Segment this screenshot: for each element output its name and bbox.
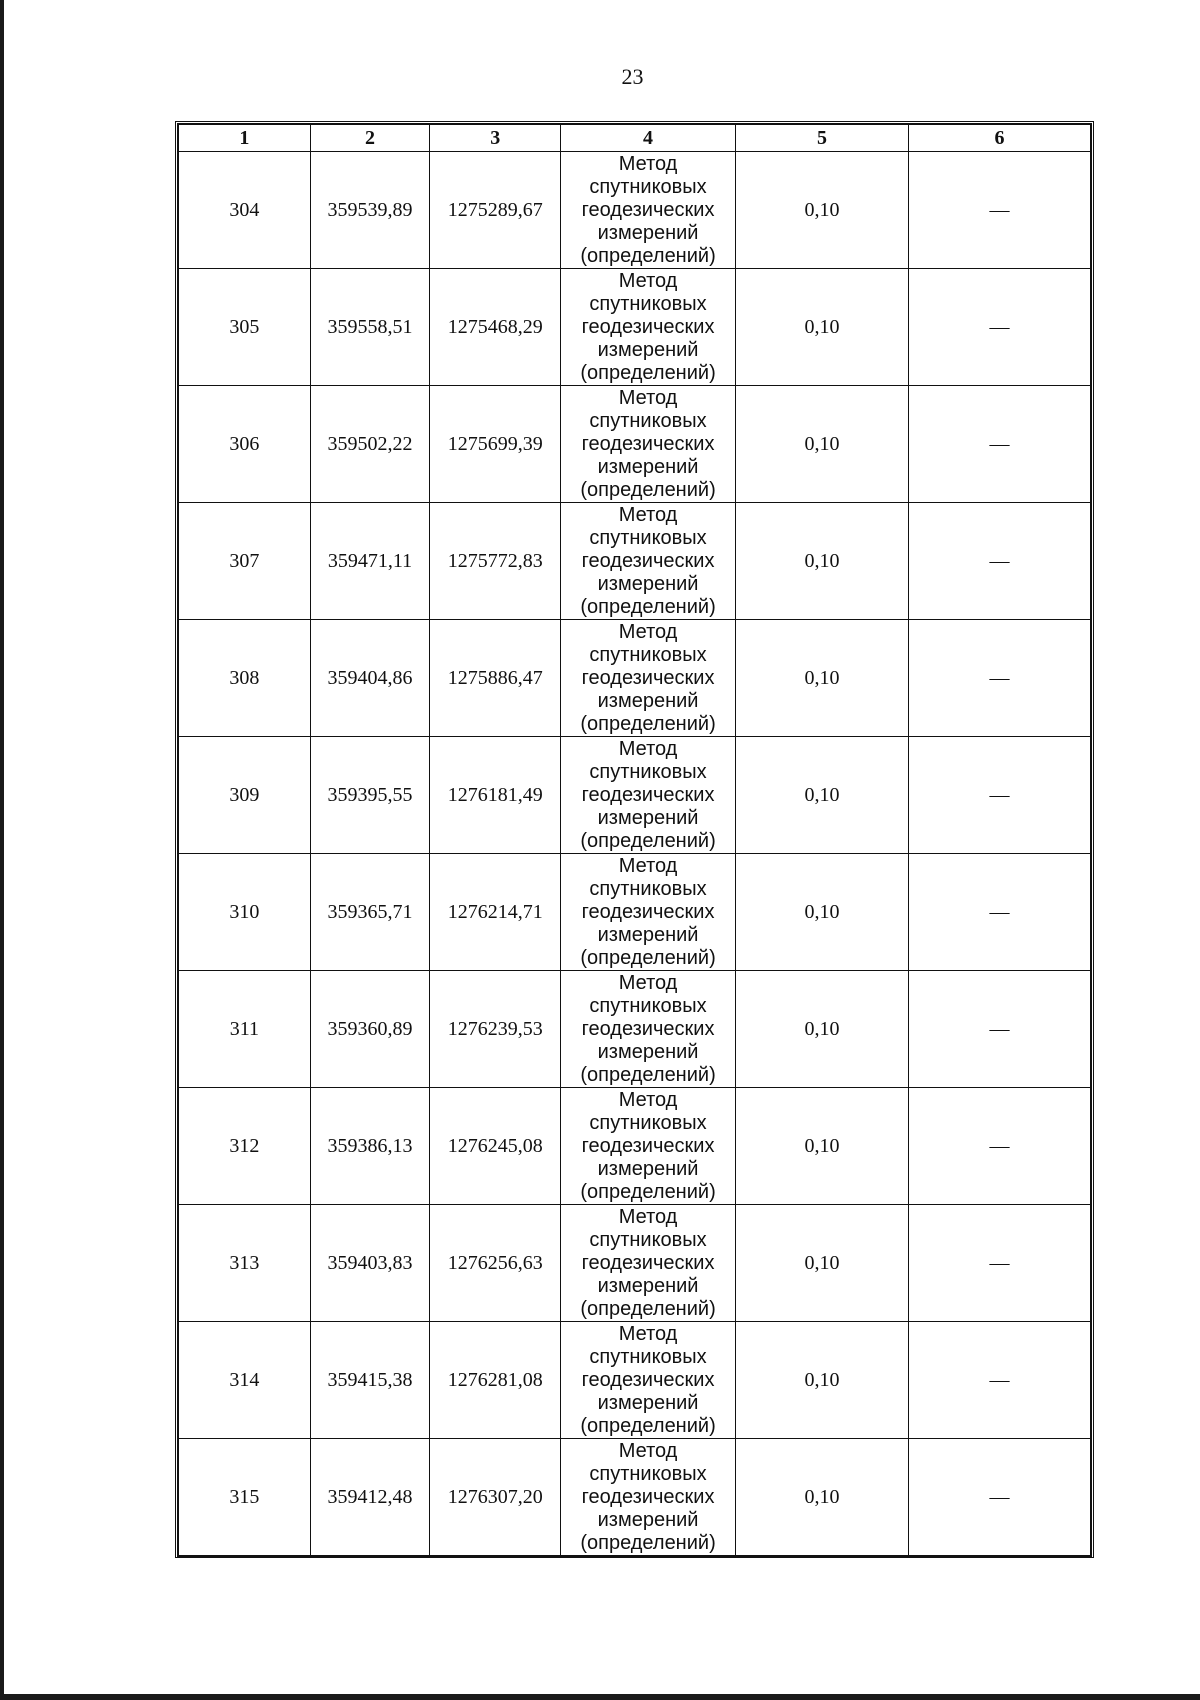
table-row [179, 971, 1091, 1088]
method-line: Метод [618, 1439, 678, 1462]
method-line: Метод [618, 1088, 678, 1111]
method-line: измерений [597, 338, 699, 361]
method-line: Метод [618, 386, 678, 409]
method-line: геодезических [581, 1017, 715, 1040]
accuracy-cell: 0,10 [736, 152, 909, 269]
point-number-cell: 304 [179, 152, 311, 269]
method-line: (определений) [580, 361, 716, 384]
page-number: 23 [621, 64, 644, 89]
method-line: спутниковых [589, 175, 707, 198]
method-line: измерений [597, 572, 699, 595]
method-line: спутниковых [589, 1345, 707, 1368]
method-line: Метод [618, 503, 678, 526]
method-line: спутниковых [589, 994, 707, 1017]
point-number-cell: 309 [179, 737, 311, 854]
method-line: измерений [597, 1508, 699, 1531]
y-coordinate-cell: 1275468,29 [430, 269, 561, 386]
x-coordinate-cell: 359386,13 [310, 1088, 430, 1205]
method-line: спутниковых [589, 292, 707, 315]
method-line: геодезических [581, 1134, 715, 1157]
point-number-cell: 311 [179, 971, 311, 1088]
note-cell: — [908, 386, 1090, 503]
table-header-row [179, 125, 1091, 152]
method-line: (определений) [580, 244, 716, 267]
method-cell [561, 737, 736, 854]
point-number-cell: 310 [179, 854, 311, 971]
table-row [179, 620, 1091, 737]
header-col-4: 4 [561, 125, 736, 152]
method-line: спутниковых [589, 1462, 707, 1485]
point-number-cell: 312 [179, 1088, 311, 1205]
note-cell: — [908, 1088, 1090, 1205]
x-coordinate-cell: 359558,51 [310, 269, 430, 386]
accuracy-cell: 0,10 [736, 854, 909, 971]
scan-edge-left [0, 0, 4, 1700]
point-number-cell: 306 [179, 386, 311, 503]
method-cell [561, 503, 736, 620]
table-row [179, 152, 1091, 269]
note-cell: — [908, 737, 1090, 854]
x-coordinate-cell: 359471,11 [310, 503, 430, 620]
accuracy-cell: 0,10 [736, 1322, 909, 1439]
y-coordinate-cell: 1276307,20 [430, 1439, 561, 1556]
y-coordinate-cell: 1275289,67 [430, 152, 561, 269]
y-coordinate-cell: 1276239,53 [430, 971, 561, 1088]
method-line: геодезических [581, 783, 715, 806]
method-line: Метод [618, 620, 678, 643]
x-coordinate-cell: 359395,55 [310, 737, 430, 854]
y-coordinate-cell: 1276281,08 [430, 1322, 561, 1439]
method-line: спутниковых [589, 643, 707, 666]
note-cell: — [908, 971, 1090, 1088]
x-coordinate-cell: 359365,71 [310, 854, 430, 971]
method-line: спутниковых [589, 877, 707, 900]
accuracy-cell: 0,10 [736, 503, 909, 620]
method-line: Метод [618, 1205, 678, 1228]
table-row [179, 1439, 1091, 1556]
method-line: геодезических [581, 666, 715, 689]
table-row [179, 854, 1091, 971]
table-row [179, 269, 1091, 386]
method-line: спутниковых [589, 1111, 707, 1134]
y-coordinate-cell: 1275886,47 [430, 620, 561, 737]
method-line: Метод [618, 1322, 678, 1345]
table-row [179, 386, 1091, 503]
method-cell [561, 152, 736, 269]
method-line: геодезических [581, 1251, 715, 1274]
method-line: измерений [597, 1040, 699, 1063]
method-cell [561, 1205, 736, 1322]
header-col-1: 1 [179, 125, 311, 152]
method-line: (определений) [580, 1531, 716, 1554]
method-line: (определений) [580, 478, 716, 501]
method-line: (определений) [580, 829, 716, 852]
note-cell: — [908, 1439, 1090, 1556]
method-line: (определений) [580, 1297, 716, 1320]
method-line: измерений [597, 923, 699, 946]
accuracy-cell: 0,10 [736, 1088, 909, 1205]
method-line: геодезических [581, 198, 715, 221]
method-cell [561, 971, 736, 1088]
table-row [179, 503, 1091, 620]
table-row [179, 1205, 1091, 1322]
method-line: геодезических [581, 900, 715, 923]
method-line: геодезических [581, 432, 715, 455]
accuracy-cell: 0,10 [736, 386, 909, 503]
y-coordinate-cell: 1275699,39 [430, 386, 561, 503]
note-cell: — [908, 1205, 1090, 1322]
accuracy-cell: 0,10 [736, 971, 909, 1088]
method-cell [561, 854, 736, 971]
method-line: измерений [597, 1274, 699, 1297]
coordinates-table [178, 124, 1091, 1556]
accuracy-cell: 0,10 [736, 1439, 909, 1556]
method-line: измерений [597, 806, 699, 829]
method-cell [561, 269, 736, 386]
header-col-2: 2 [310, 125, 430, 152]
header-col-3: 3 [430, 125, 561, 152]
method-line: геодезических [581, 315, 715, 338]
table-row [179, 1088, 1091, 1205]
x-coordinate-cell: 359404,86 [310, 620, 430, 737]
accuracy-cell: 0,10 [736, 269, 909, 386]
x-coordinate-cell: 359360,89 [310, 971, 430, 1088]
method-cell [561, 620, 736, 737]
point-number-cell: 305 [179, 269, 311, 386]
note-cell: — [908, 269, 1090, 386]
method-line: геодезических [581, 1485, 715, 1508]
method-line: спутниковых [589, 526, 707, 549]
method-line: (определений) [580, 946, 716, 969]
method-line: Метод [618, 269, 678, 292]
method-line: измерений [597, 1391, 699, 1414]
method-line: измерений [597, 455, 699, 478]
point-number-cell: 307 [179, 503, 311, 620]
y-coordinate-cell: 1276245,08 [430, 1088, 561, 1205]
method-line: измерений [597, 221, 699, 244]
x-coordinate-cell: 359539,89 [310, 152, 430, 269]
point-number-cell: 315 [179, 1439, 311, 1556]
table-row [179, 737, 1091, 854]
method-line: спутниковых [589, 760, 707, 783]
note-cell: — [908, 620, 1090, 737]
header-col-6: 6 [908, 125, 1090, 152]
method-cell [561, 386, 736, 503]
y-coordinate-cell: 1275772,83 [430, 503, 561, 620]
point-number-cell: 313 [179, 1205, 311, 1322]
scan-edge-bottom [0, 1694, 1200, 1700]
method-line: геодезических [581, 1368, 715, 1391]
y-coordinate-cell: 1276256,63 [430, 1205, 561, 1322]
x-coordinate-cell: 359415,38 [310, 1322, 430, 1439]
method-line: Метод [618, 737, 678, 760]
point-number-cell: 314 [179, 1322, 311, 1439]
method-line: измерений [597, 689, 699, 712]
note-cell: — [908, 503, 1090, 620]
coordinates-table-frame [175, 121, 1094, 1558]
method-line: (определений) [580, 595, 716, 618]
y-coordinate-cell: 1276181,49 [430, 737, 561, 854]
method-line: Метод [618, 971, 678, 994]
table-row [179, 1322, 1091, 1439]
note-cell: — [908, 1322, 1090, 1439]
accuracy-cell: 0,10 [736, 737, 909, 854]
note-cell: — [908, 152, 1090, 269]
method-line: (определений) [580, 1063, 716, 1086]
method-cell [561, 1088, 736, 1205]
method-line: спутниковых [589, 409, 707, 432]
x-coordinate-cell: 359403,83 [310, 1205, 430, 1322]
method-line: спутниковых [589, 1228, 707, 1251]
header-col-5: 5 [736, 125, 909, 152]
method-line: (определений) [580, 712, 716, 735]
method-cell [561, 1439, 736, 1556]
method-cell [561, 1322, 736, 1439]
note-cell: — [908, 854, 1090, 971]
accuracy-cell: 0,10 [736, 620, 909, 737]
accuracy-cell: 0,10 [736, 1205, 909, 1322]
method-line: измерений [597, 1157, 699, 1180]
point-number-cell: 308 [179, 620, 311, 737]
method-line: (определений) [580, 1414, 716, 1437]
method-line: Метод [618, 152, 678, 175]
method-line: геодезических [581, 549, 715, 572]
method-line: Метод [618, 854, 678, 877]
x-coordinate-cell: 359502,22 [310, 386, 430, 503]
y-coordinate-cell: 1276214,71 [430, 854, 561, 971]
x-coordinate-cell: 359412,48 [310, 1439, 430, 1556]
method-line: (определений) [580, 1180, 716, 1203]
table-body [179, 152, 1091, 1556]
